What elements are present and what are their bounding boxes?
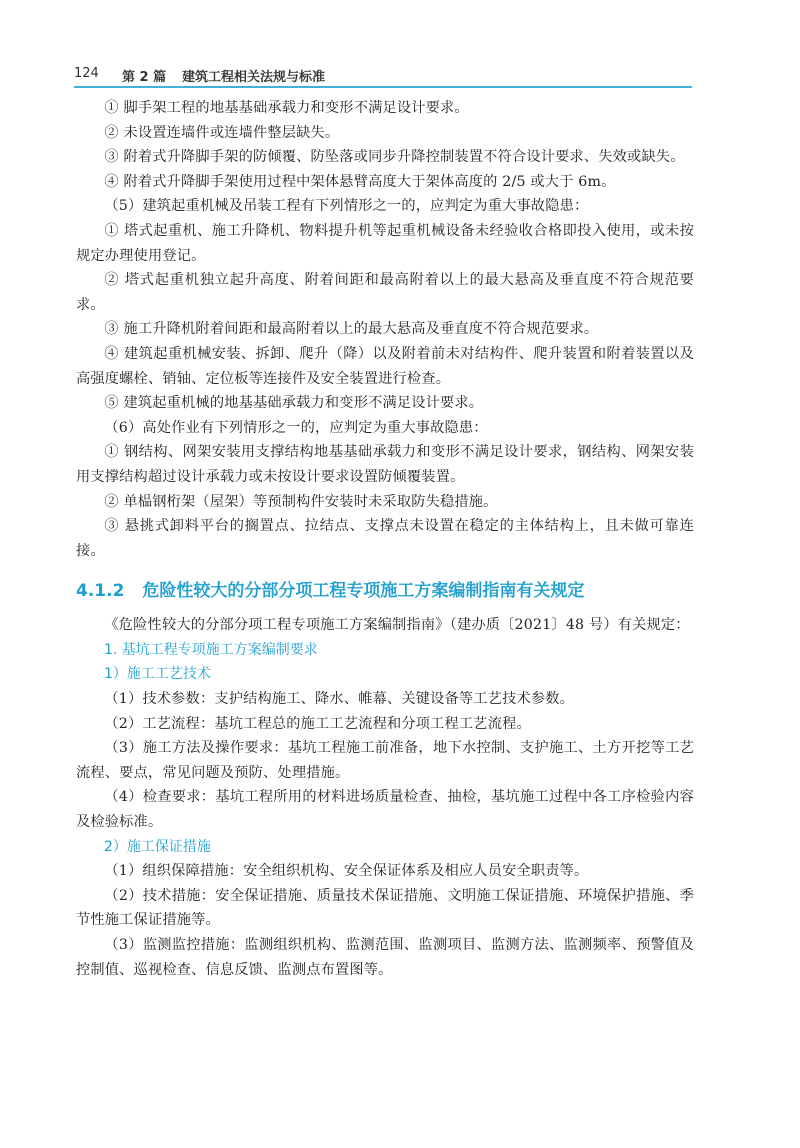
- subheading: 1. 基坑工程专项施工方案编制要求: [104, 641, 318, 658]
- paragraph: （5）建筑起重机械及吊装工程有下列情形之一的，应判定为重大事故隐患：: [104, 198, 589, 215]
- paragraph: ① 脚手架工程的地基基础承载力和变形不满足设计要求。: [104, 100, 469, 116]
- paragraph: （1）组织保障措施：安全组织机构、安全保证体系及相应人员安全职责等。: [104, 863, 589, 880]
- page-body: [76, 96, 694, 982]
- paragraph: ① 钢结构、网架安装用支撑结构地基基础承载力和变形不满足设计要求，钢结构、网架安装用支撑结构超过设计承载力或未按设计要求设置防倾覆装置。: [76, 444, 694, 485]
- paragraph: ② 未设置连墙件或连墙件整层缺失。: [104, 124, 340, 141]
- page-header: [74, 62, 714, 86]
- paragraph: （1）技术参数：支护结构施工、降水、帷幕、关键设备等工艺技术参数。: [104, 691, 575, 708]
- paragraph: ③ 附着式升降脚手架的防倾覆、防坠落或同步升降控制装置不符合设计要求、失效或缺失。: [104, 149, 685, 166]
- part-label: 第 2 篇: [122, 70, 167, 85]
- paragraph: ⑤ 建筑起重机械的地基基础承载力和变形不满足设计要求。: [104, 395, 484, 412]
- subheading: 1）施工工艺技术: [104, 666, 211, 683]
- paragraph: （4）检查要求：基坑工程所用的材料进场质量检查、抽检，基坑施工过程中各工序检验内容及检验标准。: [76, 789, 694, 831]
- part-title: 建筑工程相关法规与标准: [182, 70, 326, 85]
- paragraph: （3）施工方法及操作要求：基坑工程施工前准备，地下水控制、支护施工、土方开挖等工艺流程、要点，常见问题及预防、处理措施。: [76, 740, 694, 781]
- intro-paragraph: 《危险性较大的分部分项工程专项施工方案编制指南》（建办质〔2021〕48 号）有关规定：: [104, 617, 690, 634]
- paragraph: （6）高处作业有下列情形之一的，应判定为重大事故隐患：: [104, 419, 488, 436]
- paragraph: ② 单榀钢桁架（屋架）等预制构件安装时未采取防失稳措施。: [104, 493, 498, 510]
- paragraph: （2）工艺流程：基坑工程总的施工工艺流程和分项工程工艺流程。: [104, 715, 531, 732]
- paragraph: ③ 悬挑式卸料平台的搁置点、拉结点、支撑点未设置在稳定的主体结构上，且未做可靠连接。: [76, 518, 694, 559]
- paragraph: （3）监测监控措施：监测组织机构、监测范围、监测项目、监测方法、监测频率、预警值及控制值、巡视检查、信息反馈、监测点布置图等。: [76, 937, 694, 978]
- paragraph: （2）技术措施：安全保证措施、质量技术保证措施、文明施工保证措施、环境保护措施、季节性施工保证措施等。: [76, 887, 694, 929]
- header-rule: [74, 86, 692, 88]
- paragraph: ② 塔式起重机独立起升高度、附着间距和最高附着以上的最大悬高及垂直度不符合规范要求。: [76, 272, 694, 313]
- page-number: 124: [74, 66, 99, 81]
- paragraph: ④ 建筑起重机械安装、拆卸、爬升（降）以及附着前未对结构件、爬升装置和附着装置以及高强度螺栓、销轴、定位板等连接件及安全装置进行检查。: [76, 345, 694, 387]
- section-title: 危险性较大的分部分项工程专项施工方案编制指南有关规定: [142, 581, 585, 602]
- paragraph: ① 塔式起重机、施工升降机、物料提升机等起重机械设备未经验收合格即投入使用，或未按规定办理使用登记。: [76, 222, 694, 264]
- subheading: 2）施工保证措施: [104, 838, 211, 855]
- section-number: 4.1.2: [76, 581, 125, 602]
- section-heading: [76, 577, 694, 605]
- paragraph: ④ 附着式升降脚手架使用过程中架体悬臂高度大于架体高度的 2/5 或大于 6m。: [104, 173, 616, 190]
- paragraph: ③ 施工升降机附着间距和最高附着以上的最大悬高及垂直度不符合规范要求。: [104, 321, 599, 338]
